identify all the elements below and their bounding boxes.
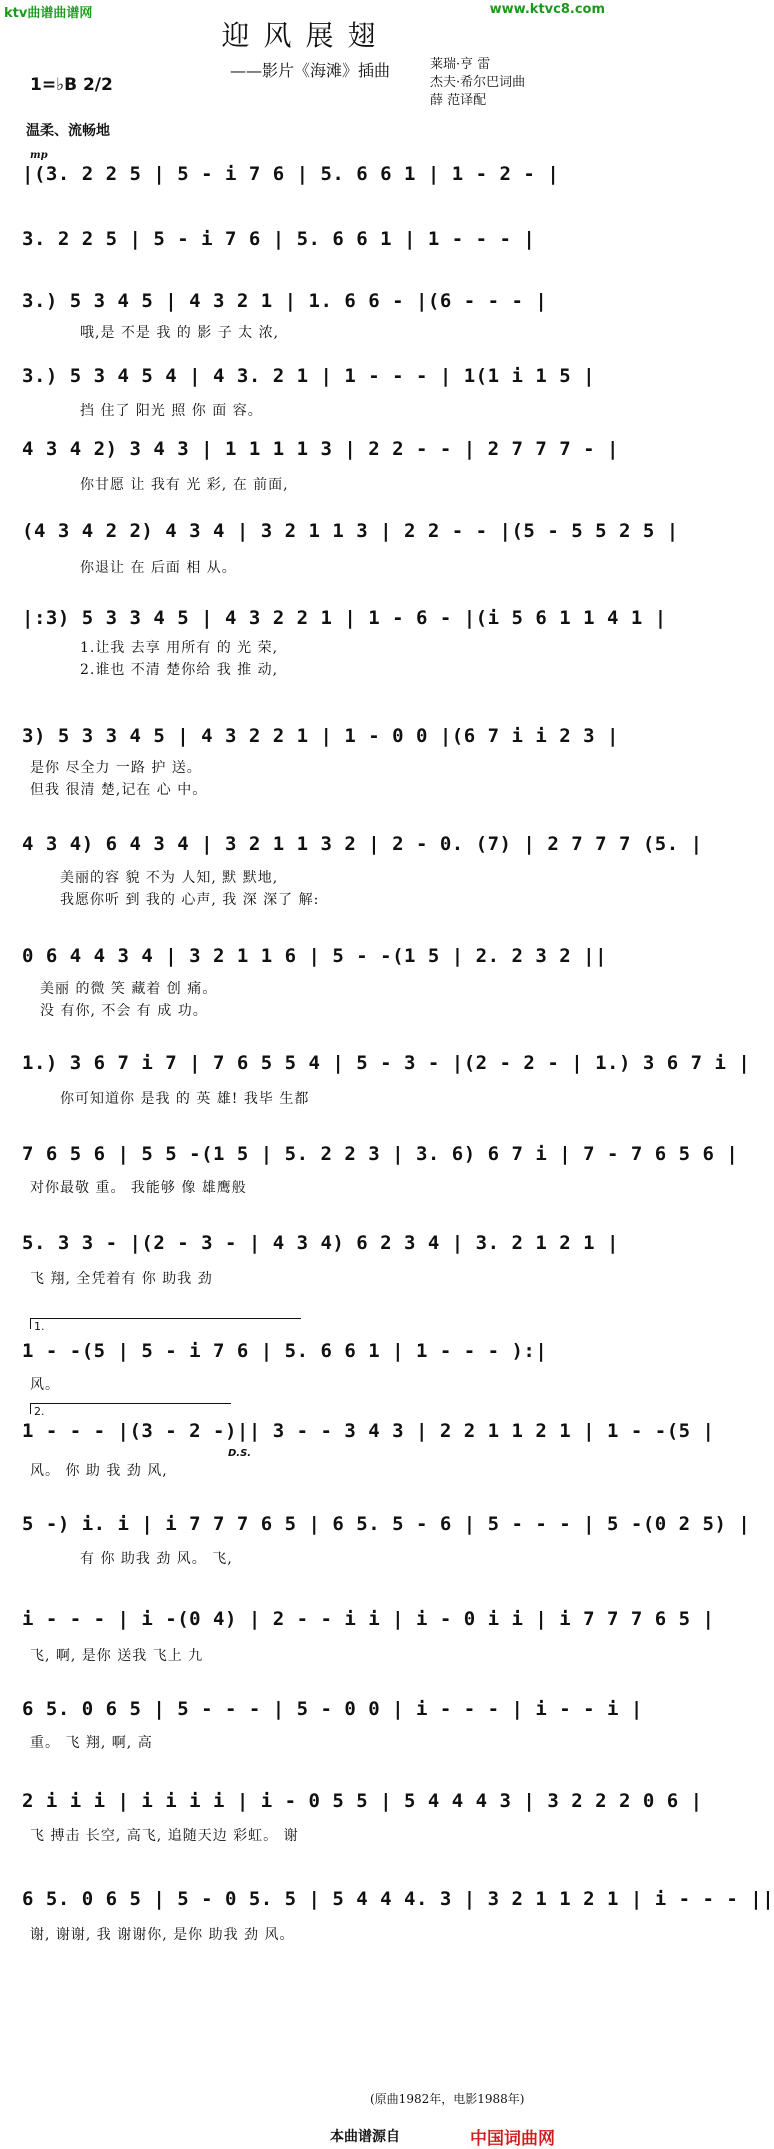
notation-line: i - - - | i -(0 4) | 2 - - i i | i - 0 i i | i 7 7 7 6 5 | bbox=[22, 1608, 715, 1630]
dynamic-marking: mp bbox=[30, 150, 48, 161]
notation-line: 1.) 3 6 7 i 7 | 7 6 5 5 4 | 5 - 3 - |(2 - 2 - | 1.) 3 6 7 i | bbox=[22, 1052, 751, 1074]
notation-line: 0 6 4 4 3 4 | 3 2 1 1 6 | 5 - -(1 5 | 2. 2 3 2 || bbox=[22, 945, 608, 967]
notation-line: 2 i i i | i i i i | i - 0 5 5 | 5 4 4 4 3 | 3 2 2 2 0 6 | bbox=[22, 1790, 703, 1812]
key-signature: 1=♭B 2/2 bbox=[30, 75, 113, 95]
notation-line: 7 6 5 6 | 5 5 -(1 5 | 5. 2 2 3 | 3. 6) 6 7 i | 7 - 7 6 5 6 | bbox=[22, 1143, 739, 1165]
notation-line: 5. 3 3 - |(2 - 3 - | 4 3 4) 6 2 3 4 | 3. 2 1 2 1 | bbox=[22, 1232, 619, 1254]
lyric-line: 是你 尽全力 一路 护 送。 但我 很清 楚,记在 心 中。 bbox=[30, 760, 208, 798]
lyric-line: 挡 住了 阳光 照 你 面 容。 bbox=[80, 403, 263, 419]
source-note: (原曲1982年，电影1988年) bbox=[370, 2092, 525, 2106]
lyric-line: 飞, 啊, 是你 送我 飞上 九 bbox=[30, 1648, 204, 1664]
notation-line: 3. 2 2 5 | 5 - i 7 6 | 5. 6 6 1 | 1 - - - | bbox=[22, 228, 536, 250]
lyric-line: 有 你 助我 劲 风。 飞, bbox=[80, 1551, 233, 1567]
lyric-line: 你可知道你 是我 的 英 雄! 我毕 生都 bbox=[60, 1091, 310, 1107]
notation-line: 1 - - - |(3 - 2 -)|| 3 - - 3 4 3 | 2 2 1 1 2 1 | 1 - -(5 | bbox=[22, 1420, 715, 1442]
lyric-line: 风。 bbox=[30, 1377, 60, 1393]
notation-line: |(3. 2 2 5 | 5 - i 7 6 | 5. 6 6 1 | 1 - 2 - | bbox=[22, 163, 560, 185]
volta-2-bracket bbox=[30, 1403, 231, 1414]
notation-line: (4 3 4 2 2) 4 3 4 | 3 2 1 1 3 | 2 2 - - |(5 - 5 5 2 5 | bbox=[22, 520, 679, 542]
footer-source-label: 本曲谱源自 bbox=[330, 2129, 400, 2145]
volta-1-label: 1. bbox=[34, 1320, 45, 1333]
notation-line: 4 3 4 2) 3 4 3 | 1 1 1 1 3 | 2 2 - - | 2 7 7 7 - | bbox=[22, 438, 619, 460]
lyric-line: 飞 翔, 全凭着有 你 助我 劲 bbox=[30, 1271, 213, 1287]
tempo-marking: 温柔、流畅地 bbox=[26, 123, 110, 139]
lyric-line: 1.让我 去享 用所有 的 光 荣, 2.谁也 不清 楚你给 我 推 动, bbox=[80, 640, 279, 678]
lyric-line: 美丽的容 貌 不为 人知, 默 默地, 我愿你听 到 我的 心声, 我 深 深了 解: bbox=[60, 870, 320, 908]
lyric-line: 美丽 的微 笑 藏着 创 痛。 没 有你, 不会 有 成 功。 bbox=[40, 981, 218, 1019]
song-subtitle: ——影片《海滩》插曲 bbox=[230, 61, 391, 80]
footer-site-name: 中国词曲网 bbox=[470, 2129, 555, 2149]
notation-line: 6 5. 0 6 5 | 5 - - - | 5 - 0 0 | i - - - | i - - i | bbox=[22, 1698, 643, 1720]
notation-line: 3.) 5 3 4 5 4 | 4 3. 2 1 | 1 - - - | 1(1 i 1 5 | bbox=[22, 365, 596, 387]
lyric-line: 谢, 谢谢, 我 谢谢你, 是你 助我 劲 风。 bbox=[30, 1927, 295, 1943]
lyric-line: 你退让 在 后面 相 从。 bbox=[80, 560, 237, 576]
ds-mark: D.S. bbox=[228, 1448, 252, 1459]
notation-line: 5 -) i. i | i 7 7 7 6 5 | 6 5. 5 - 6 | 5 - - - | 5 -(0 2 5) | bbox=[22, 1513, 751, 1535]
lyric-line: 哦,是 不是 我 的 影 子 太 浓, bbox=[80, 325, 280, 341]
volta-1-bracket bbox=[30, 1318, 301, 1329]
notation-line: 4 3 4) 6 4 3 4 | 3 2 1 1 3 2 | 2 - 0. (7) | 2 7 7 7 (5. | bbox=[22, 833, 703, 855]
notation-line: 6 5. 0 6 5 | 5 - 0 5. 5 | 5 4 4 4. 3 | 3 2 1 1 2 1 | i - - - || bbox=[22, 1888, 774, 1910]
lyric-line: 风。 你 助 我 劲 风, bbox=[30, 1463, 168, 1479]
notation-line: 3.) 5 3 4 5 | 4 3 2 1 | 1. 6 6 - |(6 - - - | bbox=[22, 290, 548, 312]
lyric-line: 你甘愿 让 我有 光 彩, 在 前面, bbox=[80, 477, 289, 493]
lyric-line: 对你最敬 重。 我能够 像 雄鹰般 bbox=[30, 1180, 247, 1196]
volta-2-label: 2. bbox=[34, 1405, 45, 1418]
notation-line: 3) 5 3 3 4 5 | 4 3 2 2 1 | 1 - 0 0 |(6 7 i i 2 3 | bbox=[22, 725, 619, 747]
credits: 莱瑞·亨 雷 杰夫·希尔巴词曲 薛 范译配 bbox=[430, 57, 526, 108]
notation-line: |:3) 5 3 3 4 5 | 4 3 2 2 1 | 1 - 6 - |(i 5 6 1 1 4 1 | bbox=[22, 607, 667, 629]
watermark-left: ktv曲谱曲谱网 bbox=[4, 6, 93, 21]
song-title: 迎风展翅 bbox=[221, 19, 390, 52]
watermark-right: www.ktvc8.com bbox=[489, 2, 605, 17]
lyric-line: 飞 搏击 长空, 高飞, 追随天边 彩虹。 谢 bbox=[30, 1828, 299, 1844]
notation-line: 1 - -(5 | 5 - i 7 6 | 5. 6 6 1 | 1 - - - ):| bbox=[22, 1340, 548, 1362]
lyric-line: 重。 飞 翔, 啊, 高 bbox=[30, 1735, 153, 1751]
